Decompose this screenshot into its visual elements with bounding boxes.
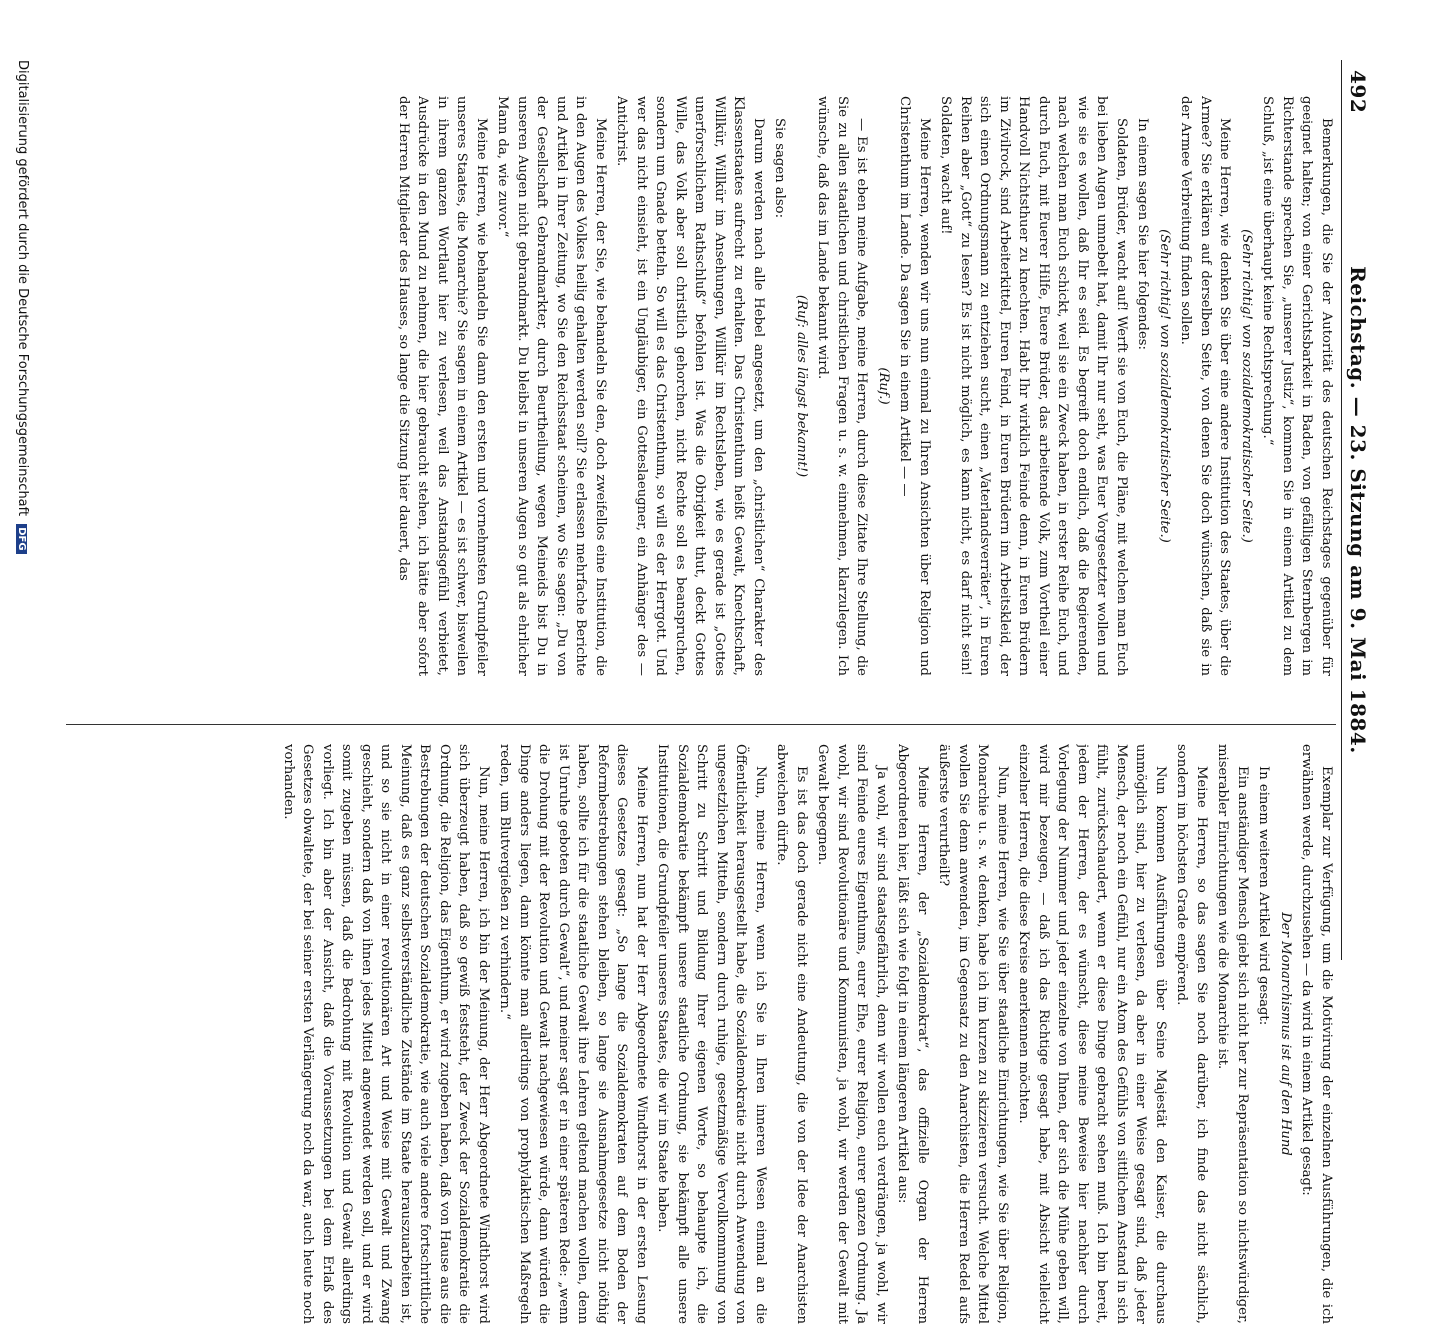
- paragraph: Nun kommen Ausführungen über Seine Majestät den Kaiser, die durchaus unmöglich sind, hier zu verlesen, da aber in einer Weise gesagt sind, daß jeder Mensch, der noch ein Gefühl, nur ein Atom des Gefühls von sittlichem Anstand in sich fühlt, zurückschaudert, wenn er diese Dinge gebracht sehen muß. Ich bin bereit, jedem der Herren, der es wünscht, diese meine Beweise hier nachher durch Vorlegung der Nummer und jeder einzelne von Ihnen, der sich die Mühe geben will, wird mir bezeugen, — daß ich das Richtige gesagt habe, mit Absicht vielleicht einzelner Herren, die diese Kreise anerkennen möchten.: [1016, 744, 1168, 1324]
- quotation: Der Monarchismus ist auf den Hund: [1278, 912, 1293, 1156]
- interjection: (Ruf: alles längst bekannt!): [794, 294, 809, 478]
- paragraph: — Es ist eben meine Aufgabe, meine Herren, durch diese Zitate Ihre Stellung, die Sie zu allen staatlichen und christlichen Fragen u. s. w. einnehmen, klarzulegen. Ich wünsche, daß das im Lande bekannt wird.: [815, 96, 870, 676]
- paragraph: Meine Herren, wenden wir uns nun einmal zu Ihren Ansichten über Religion und Christenthum im Lande. Da sagen Sie in einem Artikel — —: [897, 96, 932, 676]
- column-divider: [66, 724, 1336, 725]
- paragraph: In einem weiteren Artikel wird gesagt:: [1256, 766, 1272, 1026]
- right-column: [66, 744, 1336, 1324]
- paragraph: Meine Herren, nun hat der Herr Abgeordnete Windthorst in der ersten Lesung dieses Gesetzes gesagt: „So lange die Sozialdemokraten auf dem Boden der Reformbestrebungen stehen bleiben, so lange sie Ausnahmegesetze nicht nöthig haben, sollte ich für die staatliche Gewalt ihre Lehren geltend machen wollen, denn ist Unruhe geboten durch Gewalt“, und meiner sagt er in einer späteren Rede: „wenn die Drohung mit der Revolution und Gewalt nachgewiesen würde, dann würden die Dinge anders liegen, dann könnte man allerdings von prophylaktischen Maßregeln reden, um Blutvergießen zu verhindern.“: [497, 744, 649, 1324]
- quotation: Darum werden nach alle Hebel angesetzt, um den „christlichen“ Charakter des Klassenstaates aufrecht zu erhalten. Das Christenthum heißt Gewalt, Knechtschaft, Willkür, Willkür im Ansehungen, Willkür im Rechtsleben, wie es gerade ist „Gottes unerforschlichem Rathschluß“ befohlen ist. Was die Obrigkeit thut, deckt Gottes Wille, das Volk aber soll christlich gehorchen, nicht Rechte soll es beanspruchen, sondern um Gnade betteln. So will es das Christenthum, so will es der Herrgott. Und wer das nicht einsieht, ist ein Ungläubiger, ein Gotteslaeugner, ein Anhänger des — Antichrist.: [614, 96, 766, 676]
- paragraph: Nun, meine Herren, ich bin der Meinung, der Herr Abgeordnete Windthorst wird sich überzeugt haben, daß so gewiß feststeht, der Zweck der Sozialdemokratie die Ordnung, die Religion, das Eigenthum, er wird zugeben haben, daß von Hause aus die Bestrebungen der deutschen Sozialdemokratie, wie auch viele andere fortschrittliche Meinung, daß es ganz selbstverständliche Zustände im Staate herauszuarbeiten ist, und so sie nicht in einer revolutionären Art und Weise mit Gewalt und Zwang geschieht, sondern daß von ihnen jedes Mittel angewendet werden soll, und er wird somit zugeben müssen, daß die Bedrohung mit Revolution und Gewalt allerdings vorliegt. Ich bin aber der Ansicht, daß die Voraussetzungen bei dem Erlaß des Gesetzes obwaltete, der bei seiner ersten Verlängerung noch da war, auch heute noch vorhanden.: [281, 744, 491, 1324]
- paragraph: Bemerkungen, die Sie der Autorität des deutschen Reichstages gegenüber für geeignet halten; von einer Gerichtsbarkeit in Baden, von gefälligen Sternbergen im Richterstande sprechen Sie, „unserer Justiz“, kommen Sie in einem Artikel zu dem Schluß, „ist eine überhaupt keine Rechtsprechung.“: [1260, 96, 1334, 676]
- paragraph: In einem sagen Sie hier folgendes:: [1135, 118, 1151, 350]
- dfg-logo-badge: DFG: [16, 524, 27, 553]
- paragraph: Es ist das doch gerade nicht eine Andeutung, die von der Idee der Anarchisten abweichen dürfte.: [774, 744, 809, 1324]
- paragraph: Nun, meine Herren, wenn ich Sie in Ihren inneren Wesen einmal an die Öffentlichkeit herausgestellt habe, die Sozialdemokratie nicht durch Anwendung von ungesetzlichen Mitteln, sondern durch ruhige, gesetzmäßige Vervollkommnung von Schritt zu Schritt und Bildung Ihrer eigenen Worte, so behaupte ich, die Sozialdemokratie bekämpft unsere staatliche Ordnung, sie bekämpft alle unsere Institutionen, die Grundpfeiler unseres Staates, die wir im Staate haben.: [655, 744, 768, 1324]
- paragraph: Meine Herren, wie behandeln Sie dann den ersten und vornehmsten Grundpfeiler unseres Staates, die Monarchie? Sie sagen in einem Artikel — es ist schwer, bisweilen in ihrem ganzen Wortlaut hier zu verlesen, weil das Anstandsgefühl verbietet, Ausdrücke in den Mund zu nehmen, die hier gebraucht stehen, ich hätte aber sofort der Herren Mitglieder des Hauses, so lange die Sitzung hier dauert, das: [396, 96, 489, 676]
- quotation: Ja wohl, wir sind staatsgefährlich, denn wir wollen euch verdrängen, ja wohl, wir sind Feinde eures Eigenthums, eurer Ehe, eurer Religion, eurer ganzen Ordnung. Ja wohl, wir sind Revolutionäre und Kommunisten, ja wohl, wir werden der Gewalt mit Gewalt begegnen.: [815, 744, 889, 1324]
- paragraph: Meine Herren, der „Sozialdemokrat“, das offizielle Organ der Herren Abgeordneten hier, läßt sich wie folgt in einem längeren Artikel aus:: [895, 744, 930, 1324]
- interjection: (Ruf.): [876, 367, 891, 405]
- page-title: Reichstag. — 23. Sitzung am 9. Mai 1884.: [1346, 266, 1370, 754]
- page-number: 492: [1346, 70, 1370, 114]
- left-column: [66, 96, 1336, 676]
- paragraph: Sie sagen also:: [772, 118, 788, 219]
- interjection: (Sehr richtig! von sozialdemokratischer Seite.): [1239, 229, 1254, 543]
- quotation: Soldaten, Brüder, wacht auf! Werft sie von Euch, die Pläne, mit welchen man Euch bei lieben Augen umnebelt hat, damit Ihr nur seht, was Euer Vorgesetzter wollen und wie sie es wollen, daß Ihr es seid. Es begreift doch endlich, daß die Regierenden, nach welchen man Euch schickt, weil sie ein Zweck haben, in erster Reihe Euch, und durch Euch, mit Euerer Hilfe, Euere Brüder, das arbeitende Volk, zum Vortheil einer Handvoll Nichtsthuer zu knechten. Habt Ihr wirklich Feinde denn, in Euren Brüdern im Zivilrock, sind Arbeiterkittel, Euren Feind, in Euren Brüdern im Arbeitskleid, der sich einen Ordnungsmann zu entziehen sucht, einen „Vaterlandsverräter“, in Euren Reihen aber „Gott“ zu lesen? Es ist nicht möglich, es kann nicht, es darf nicht sein! Soldaten, wacht auf!: [938, 96, 1129, 676]
- paragraph: Meine Herren, so das sagen Sie noch darüber, ich finde das nicht sächlich, sondern im höchsten Grade empörend.: [1174, 744, 1209, 1324]
- paragraph: Meine Herren, der Sie, wie behandeln Sie den, doch zweifellos eine Institution, die in den Augen des Volkes heilig gehalten werden soll? Sie erlassen mehrfache Berichte und Artikel in Ihrer Zeitung, wo Sie den Reichsstaat scheinen, wo Sie sagen: „Du von der Gesellschaft Gebrandmarkter, durch Beurtheilung, wegen Meineids bist Du in unseren Augen nicht gebrandmarkt. Du bleibst in unseren Augen so gut als ehrlicher Mann da, wie zuvor.“: [495, 96, 608, 676]
- digitization-credit: [12, 60, 30, 960]
- paragraph: Exemplar zur Verfügung, um die Motivirung der einzelnen Ausführungen, die ich erwähnen werde, durchzusehen — da wird in einem Artikel gesagt:: [1299, 744, 1334, 1324]
- credit-text: Digitalisierung gefördert durch die Deutsche Forschungsgemeinschaft: [15, 60, 30, 517]
- page-header: [1341, 60, 1370, 960]
- paragraph: Nun, meine Herren, wie Sie über staatliche Einrichtungen, wie Sie über Religion, Monarchie u. s. w. denken, habe ich im kurzen zu skizzieren versucht. Welche Mittel wollen Sie denn anwenden, im Gegensatz zu den Anarchisten, die Herren Redel aufs äußerste verurtheilt?: [936, 744, 1010, 1324]
- interjection: (Sehr richtig! von sozialdemokratischer Seite.): [1157, 229, 1172, 543]
- quotation: Ein anständiger Mensch giebt sich nicht her zur Repräsentation so nichtswürdiger, miserabler Einrichtungen wie die Monarchie ist.: [1215, 744, 1250, 1324]
- paragraph: Meine Herren, wie denken Sie über eine andere Institution des Staates, über die Armee? Sie erklären auf derselben Seite, von denen Sie doch wünschen, daß sie in der Armee Verbreitung finden sollen.: [1178, 96, 1233, 676]
